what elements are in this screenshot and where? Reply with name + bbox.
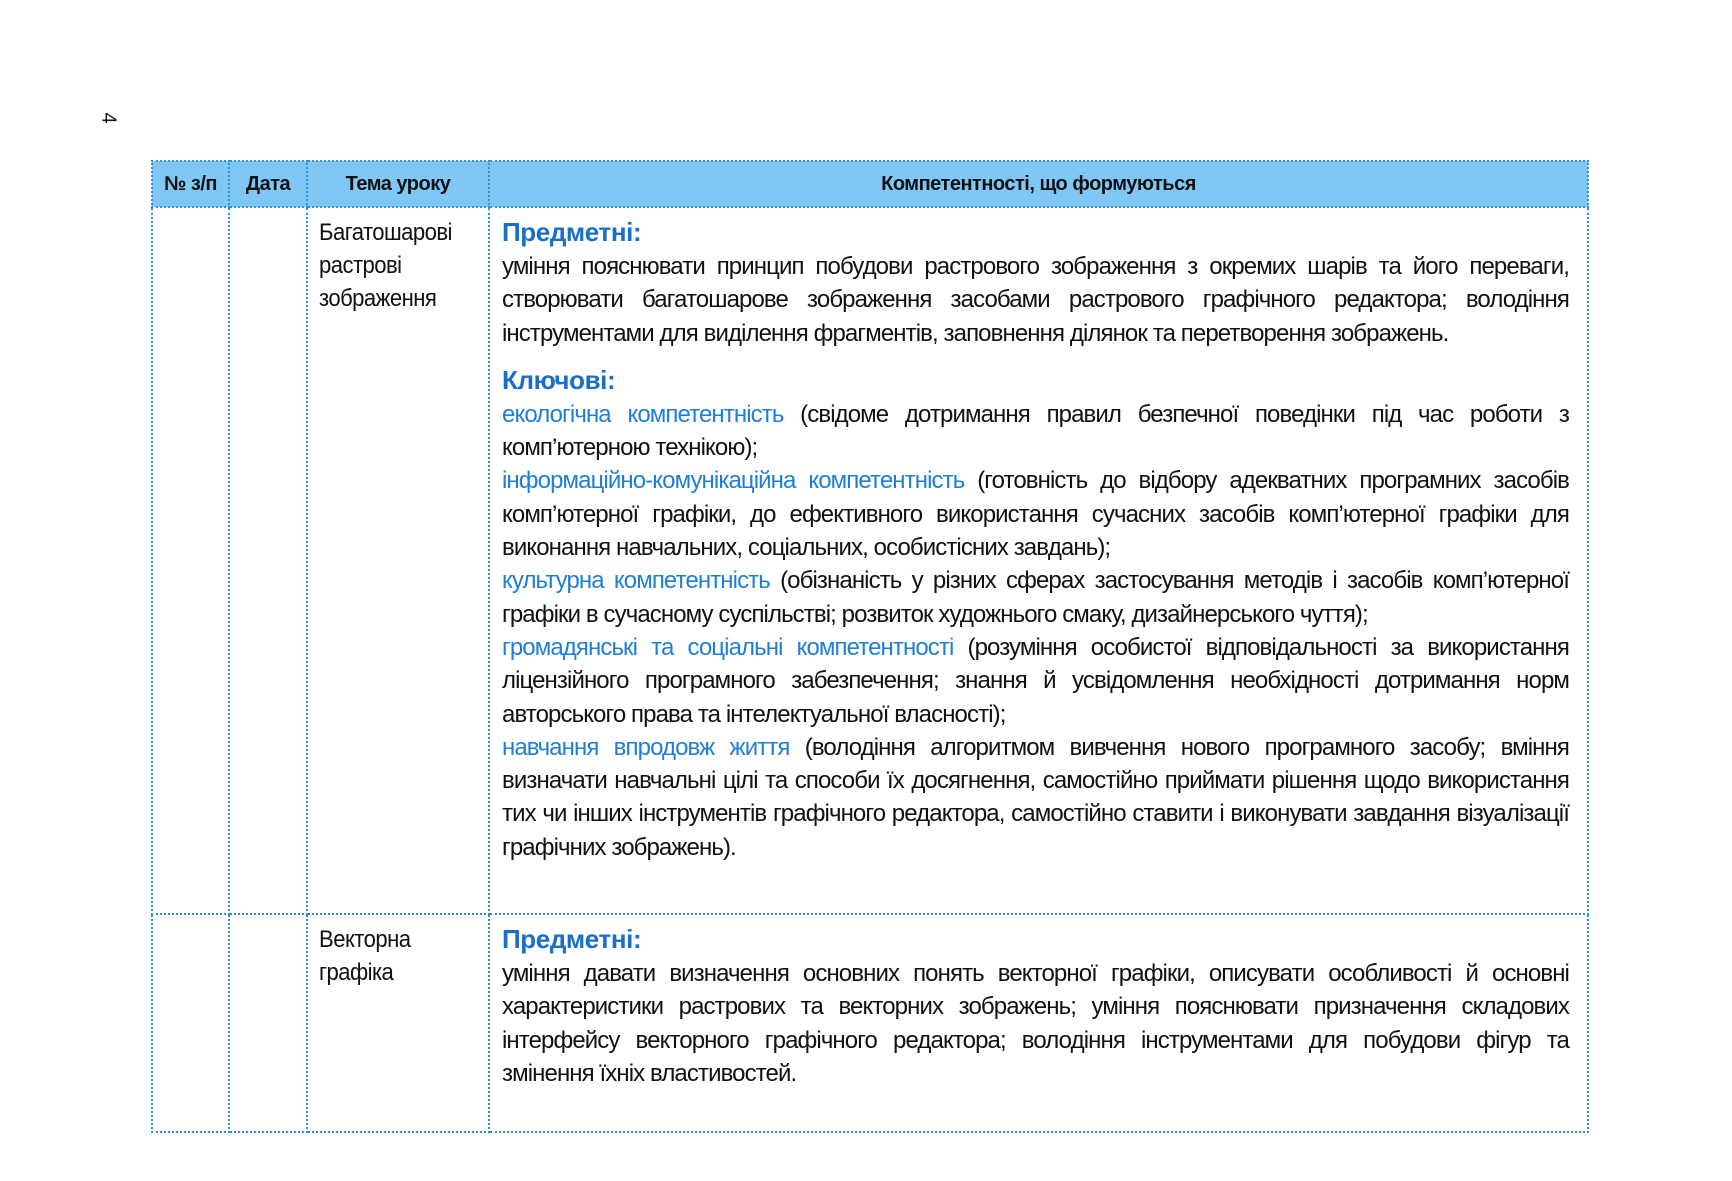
cell-number: [152, 207, 229, 914]
key-competence-term: навчання впродовж життя: [502, 733, 790, 761]
topic-text: Багатошарові растрові зображення: [319, 219, 452, 312]
key-competence-description: (володіння алгоритмом вивчення нового програмного засобу; вміння визначати навчальні цілі та способи їх досягнення, самостійно приймати рішення щодо використання тих чи інших інструментів графічного редактора, самостійно ставити і виконувати завдання візуалізації графічних зображень).: [502, 733, 1569, 861]
header-number: № з/п: [152, 161, 229, 207]
key-competences-heading: Ключові:: [502, 364, 616, 395]
key-competence-item: [502, 731, 1569, 864]
key-competence-term: екологічна компетентність: [502, 400, 784, 428]
subject-competences-text: уміння давати визначення основних понять векторної графіки, описувати особливості й основні характеристики растрових та векторних зображень; уміння пояснювати призначення складових інтерфейсу векторного графічного редактора; володіння інструментами для побудови фігур та змінення їхніх властивостей.: [502, 960, 1569, 1087]
table-header-row: [152, 161, 1588, 207]
key-competence-item: [502, 564, 1569, 631]
subject-competences-text: уміння пояснювати принцип побудови растрового зображення з окремих шарів та його переваги, створювати багатошарове зображення засобами растрового графічного редактора; володіння інструментами для виділення фрагментів, заповнення ділянок та перетворення зображень.: [502, 253, 1569, 347]
subject-competences-heading: Предметні:: [502, 217, 642, 247]
header-date: Дата: [229, 161, 307, 207]
cell-competences: [489, 207, 1588, 914]
key-competence-term: культурна компетентність: [502, 567, 770, 595]
cell-competences: [489, 914, 1588, 1132]
key-competence-description: (готовність до відбору адекватних програмних засобів комп’ютерної графіки, до ефективного використання сучасних засобів комп’ютерної графіки для виконання навчальних, соціальних, особистісних завдань);: [502, 467, 1570, 562]
key-competence-term: інформаційно-комунікаційна компетентність: [502, 467, 965, 495]
table-row: [152, 207, 1588, 914]
cell-topic: [307, 207, 489, 914]
cell-number: [152, 914, 229, 1132]
key-competence-item: [502, 464, 1569, 564]
cell-topic: [307, 914, 489, 1132]
key-competence-term: громадянські та соціальні компетентності: [502, 633, 954, 661]
header-competences: Компетентності, що формуються: [489, 161, 1588, 207]
cell-date: [229, 207, 307, 914]
key-competence-description: (свідоме дотримання правил безпечної поведінки під час роботи з комп’ютерною технікою);: [502, 400, 1569, 462]
key-competence-description: (обізнаність у різних сферах застосування методів і засобів комп’ютерної графіки в сучасному суспільстві; розвиток художнього смаку, дизайнерського чуття);: [502, 567, 1570, 628]
lesson-plan-table: [151, 160, 1589, 1133]
competences-content: [502, 214, 1569, 864]
key-competence-item: [502, 398, 1569, 465]
table-row: [152, 914, 1588, 1132]
subject-competences-heading: Предметні:: [502, 924, 642, 954]
topic-text: Векторна графіка: [319, 926, 411, 986]
cell-date: [229, 914, 307, 1132]
competences-content: [502, 921, 1569, 1090]
key-competence-item: [502, 631, 1569, 731]
header-topic: Тема уроку: [307, 161, 489, 207]
key-competence-description: (розуміння особистої відповідальності за використання ліцензійного програмного забезпечення; знання й усвідомлення необхідності дотримання норм авторського права та інтелектуальної власності);: [502, 633, 1569, 728]
page-number: 4: [97, 112, 120, 124]
